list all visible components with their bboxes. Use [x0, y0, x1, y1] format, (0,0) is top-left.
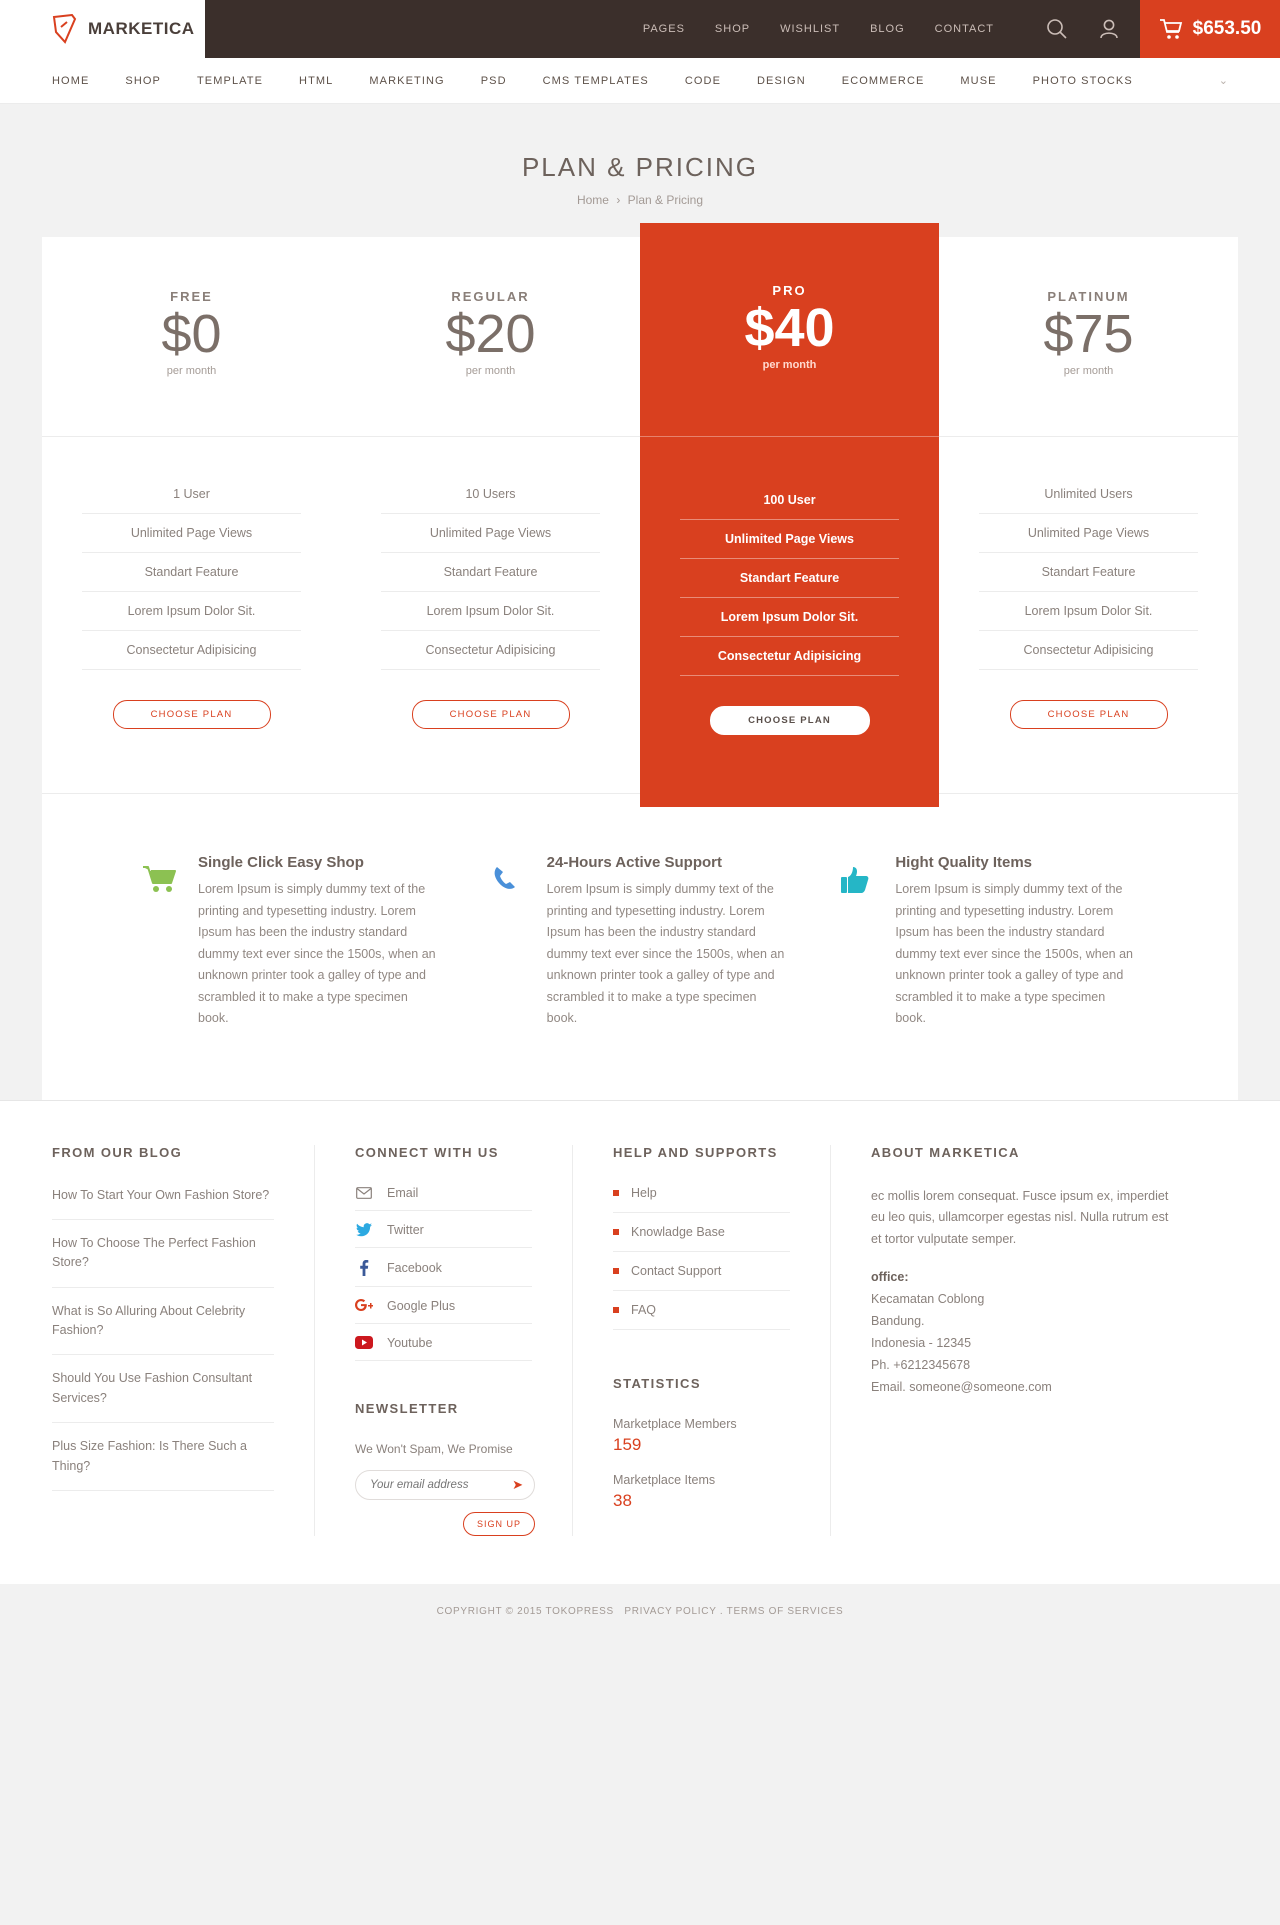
plan-period: per month — [762, 358, 817, 371]
choose-plan-button-platinum[interactable]: CHOOSE PLAN — [1010, 700, 1168, 729]
copy-separator: . — [719, 1605, 724, 1617]
footer-blog-post[interactable]: What is So Alluring About Celebrity Fashion? — [52, 1302, 274, 1356]
bullet-icon — [613, 1268, 619, 1274]
footer-blog-post[interactable]: Should You Use Fashion Consultant Services? — [52, 1369, 274, 1423]
top-nav-blog[interactable]: BLOG — [870, 23, 905, 35]
plan-feature: Consectetur Adipisicing — [680, 637, 899, 676]
footer-about-title: ABOUT MARKETICA — [871, 1144, 1020, 1160]
top-nav-wishlist[interactable]: WISHLIST — [780, 23, 841, 35]
top-nav-shop[interactable]: SHOP — [714, 23, 751, 35]
nav-cms-templates[interactable]: CMS TEMPLATES — [542, 74, 649, 87]
plan-header — [640, 223, 939, 437]
footer-help-column — [572, 1145, 830, 1536]
breadcrumb — [0, 193, 1280, 207]
help-label: Contact Support — [631, 1263, 722, 1278]
plan-cta-wrap — [341, 670, 640, 789]
office-address-line1: Kecamatan Coblong — [871, 1292, 985, 1306]
help-link-contact-support[interactable] — [613, 1264, 790, 1291]
plan-feature: Unlimited Page Views — [82, 514, 301, 553]
highlight-body: Lorem Ipsum is simply dummy text of the printing and typesetting industry. Lorem Ipsum has been the industry standard dummy text ever since the 1500s, when an unknown printer took a galley of type and scrambled it to make a type specimen book. — [546, 882, 785, 1025]
cart-icon — [1159, 18, 1183, 40]
plan-feature: Unlimited Page Views — [680, 520, 899, 559]
plan-feature: Unlimited Page Views — [381, 514, 600, 553]
bullet-icon — [613, 1229, 619, 1235]
about-body: ec mollis lorem consequat. Fusce ipsum ex, imperdiet eu leo quis, ullamcorper egestas nisl. Nulla rutrum est et tortor vulputate semper. — [871, 1188, 1169, 1247]
newsletter-email-input[interactable] — [355, 1470, 535, 1500]
plan-feature: Standart Feature — [680, 559, 899, 598]
footer-connect-column — [314, 1145, 572, 1536]
search-icon[interactable] — [1044, 16, 1070, 42]
choose-plan-button-pro[interactable]: CHOOSE PLAN — [710, 706, 870, 735]
plan-price: $0 — [161, 304, 222, 364]
plan-period: per month — [465, 364, 516, 377]
plan-feature-list — [640, 437, 939, 676]
office-email: Email. someone@someone.com — [871, 1379, 1052, 1394]
page-title: PLAN & PRICING — [521, 152, 759, 182]
social-label: Email — [387, 1185, 419, 1200]
social-link-facebook[interactable] — [355, 1260, 532, 1287]
plan-period: per month — [1063, 364, 1114, 377]
plan-feature: Lorem Ipsum Dolor Sit. — [82, 592, 301, 631]
plan-feature-list — [341, 437, 640, 670]
office-address-line2: Bandung. — [871, 1313, 925, 1328]
help-link-knowledge-base[interactable] — [613, 1225, 790, 1252]
highlight-title: Single Click Easy Shop — [198, 854, 364, 871]
chevron-down-icon[interactable]: ⌄ — [1218, 75, 1228, 87]
newsletter-subtitle: We Won't Spam, We Promise — [355, 1441, 513, 1456]
cart-total: $653.50 — [1192, 18, 1262, 39]
phone-icon — [491, 854, 531, 1030]
user-account-icon[interactable] — [1096, 16, 1122, 42]
content-card — [42, 237, 1238, 1100]
help-label: Help — [631, 1185, 657, 1200]
footer-help-title: HELP AND SUPPORTS — [613, 1144, 778, 1160]
pricing-column-pro — [640, 223, 939, 807]
nav-code[interactable]: CODE — [684, 74, 722, 87]
footer-connect-title: CONNECT WITH US — [355, 1144, 499, 1160]
footer-newsletter-title: NEWSLETTER — [355, 1400, 459, 1416]
plan-feature: Standart Feature — [82, 553, 301, 592]
plan-feature: Standart Feature — [381, 553, 600, 592]
pricing-column-platinum — [939, 237, 1238, 793]
plan-cta-wrap — [939, 670, 1238, 789]
help-link-faq[interactable] — [613, 1303, 790, 1330]
highlight-title: 24-Hours Active Support — [546, 854, 722, 871]
breadcrumb-current: Plan & Pricing — [627, 193, 704, 207]
logo[interactable] — [0, 0, 205, 58]
social-label: Facebook — [387, 1260, 442, 1275]
help-label: Knowladge Base — [631, 1224, 725, 1239]
footer-about-column — [830, 1145, 1228, 1536]
nav-html[interactable]: HTML — [299, 74, 334, 87]
plan-header — [939, 237, 1238, 437]
plan-feature: Lorem Ipsum Dolor Sit. — [979, 592, 1198, 631]
social-link-email[interactable] — [355, 1186, 532, 1211]
breadcrumb-separator: › — [616, 193, 621, 207]
choose-plan-button-regular[interactable]: CHOOSE PLAN — [412, 700, 570, 729]
footer-blog-post[interactable]: How To Start Your Own Fashion Store? — [52, 1186, 274, 1220]
highlight-item — [142, 854, 441, 1030]
social-link-youtube[interactable] — [355, 1336, 532, 1361]
page-header — [0, 104, 1280, 237]
nav-shop[interactable]: SHOP — [125, 74, 161, 87]
plan-period: per month — [166, 364, 217, 377]
plan-feature: Consectetur Adipisicing — [82, 631, 301, 670]
plan-name: PRO — [772, 283, 807, 298]
plan-feature-list — [939, 437, 1238, 670]
plan-feature: 1 User — [82, 483, 301, 514]
statistic-label: Marketplace Items — [613, 1472, 716, 1487]
main-nav — [0, 58, 1280, 104]
nav-psd[interactable]: PSD — [480, 74, 507, 87]
youtube-icon — [355, 1336, 373, 1349]
bullet-icon — [613, 1190, 619, 1196]
top-icon-group — [1044, 16, 1122, 42]
footer-blog-post[interactable]: How To Choose The Perfect Fashion Store? — [52, 1234, 274, 1288]
plan-feature: Lorem Ipsum Dolor Sit. — [381, 592, 600, 631]
nav-template[interactable]: TEMPLATE — [196, 74, 264, 87]
nav-photo-stocks[interactable]: PHOTO STOCKS — [1032, 74, 1133, 87]
facebook-icon — [355, 1260, 373, 1276]
help-label: FAQ — [631, 1302, 657, 1317]
pricing-column-regular — [341, 237, 640, 793]
feature-highlights — [42, 793, 1238, 1100]
copyright-bar — [0, 1584, 1280, 1643]
statistic-value: 38 — [613, 1490, 632, 1510]
top-nav — [205, 0, 1140, 58]
social-link-twitter[interactable] — [355, 1223, 532, 1248]
privacy-policy-link[interactable]: PRIVACY POLICY — [624, 1605, 717, 1617]
highlight-body: Lorem Ipsum is simply dummy text of the printing and typesetting industry. Lorem Ipsum has been the industry standard dummy text ever since the 1500s, when an unknown printer took a galley of type and scrambled it to make a type specimen book. — [895, 882, 1133, 1025]
plan-feature: Consectetur Adipisicing — [979, 631, 1198, 670]
breadcrumb-home[interactable]: Home — [576, 193, 609, 207]
pricing-column-free — [42, 237, 341, 793]
about-office-block — [871, 1267, 1228, 1398]
social-link-google-plus[interactable] — [355, 1299, 532, 1324]
social-label: Twitter — [387, 1222, 424, 1237]
footer-statistics-title: STATISTICS — [613, 1375, 701, 1391]
highlight-item — [491, 854, 790, 1030]
plan-cta-wrap — [640, 676, 939, 807]
terms-of-services-link[interactable]: TERMS OF SERVICES — [726, 1605, 844, 1617]
plan-name: REGULAR — [451, 289, 530, 304]
plan-price: $75 — [1043, 304, 1134, 364]
logo-text: MARKETICA — [88, 19, 195, 38]
social-label: Youtube — [387, 1335, 433, 1350]
highlight-item — [839, 854, 1138, 1030]
twitter-icon — [355, 1223, 373, 1237]
footer-blog-column — [52, 1145, 314, 1536]
newsletter-signup-button[interactable]: SIGN UP — [463, 1512, 535, 1536]
statistic-label: Marketplace Members — [613, 1416, 737, 1431]
cart-button[interactable] — [1140, 0, 1280, 58]
plan-name: PLATINUM — [1047, 289, 1130, 304]
thumbs-up-icon — [839, 854, 879, 1030]
plan-price: $40 — [744, 298, 835, 358]
nav-home[interactable]: HOME — [52, 74, 90, 87]
newsletter-form — [355, 1470, 535, 1500]
nav-muse[interactable]: MUSE — [960, 74, 997, 87]
office-address-line3: Indonesia - 12345 — [871, 1335, 972, 1350]
plan-feature: Consectetur Adipisicing — [381, 631, 600, 670]
send-arrow-icon[interactable]: ➤ — [512, 1476, 523, 1492]
choose-plan-button-free[interactable]: CHOOSE PLAN — [113, 700, 271, 729]
nav-design[interactable]: DESIGN — [757, 74, 806, 87]
google-plus-icon — [355, 1299, 373, 1313]
plan-cta-wrap — [42, 670, 341, 789]
plan-feature: 100 User — [680, 489, 899, 520]
plan-feature-list — [42, 437, 341, 670]
nav-marketing[interactable]: MARKETING — [369, 74, 445, 87]
shield-logo-icon — [52, 14, 78, 44]
office-label: office: — [871, 1270, 909, 1285]
social-label: Google Plus — [387, 1298, 456, 1313]
bullet-icon — [613, 1307, 619, 1313]
copyright-text: COPYRIGHT © 2015 TOKOPRESS — [436, 1605, 614, 1617]
shopping-cart-icon — [142, 854, 182, 1030]
top-nav-contact[interactable]: CONTACT — [934, 23, 994, 35]
email-icon — [355, 1187, 373, 1199]
highlight-body: Lorem Ipsum is simply dummy text of the printing and typesetting industry. Lorem Ipsum has been the industry standard dummy text ever since the 1500s, when an unknown printer took a galley of type and scrambled it to make a type specimen book. — [198, 882, 436, 1025]
plan-price: $20 — [445, 304, 536, 364]
plan-feature: Lorem Ipsum Dolor Sit. — [680, 598, 899, 637]
pricing-table — [42, 237, 1238, 793]
top-bar — [0, 0, 1280, 58]
top-nav-pages[interactable]: PAGES — [642, 23, 685, 35]
footer-blog-title: FROM OUR BLOG — [52, 1144, 183, 1160]
plan-name: FREE — [170, 289, 213, 304]
plan-feature: Standart Feature — [979, 553, 1198, 592]
plan-feature: Unlimited Users — [979, 483, 1198, 514]
statistic-value: 159 — [613, 1434, 642, 1454]
office-phone: Ph. +6212345678 — [871, 1357, 971, 1372]
help-link-help[interactable] — [613, 1186, 790, 1213]
footer-blog-post[interactable]: Plus Size Fashion: Is There Such a Thing? — [52, 1437, 274, 1491]
plan-feature: 10 Users — [381, 483, 600, 514]
footer — [0, 1100, 1280, 1584]
highlight-title: Hight Quality Items — [895, 854, 1033, 871]
plan-header — [42, 237, 341, 437]
plan-header — [341, 237, 640, 437]
plan-feature: Unlimited Page Views — [979, 514, 1198, 553]
nav-ecommerce[interactable]: ECOMMERCE — [841, 74, 925, 87]
